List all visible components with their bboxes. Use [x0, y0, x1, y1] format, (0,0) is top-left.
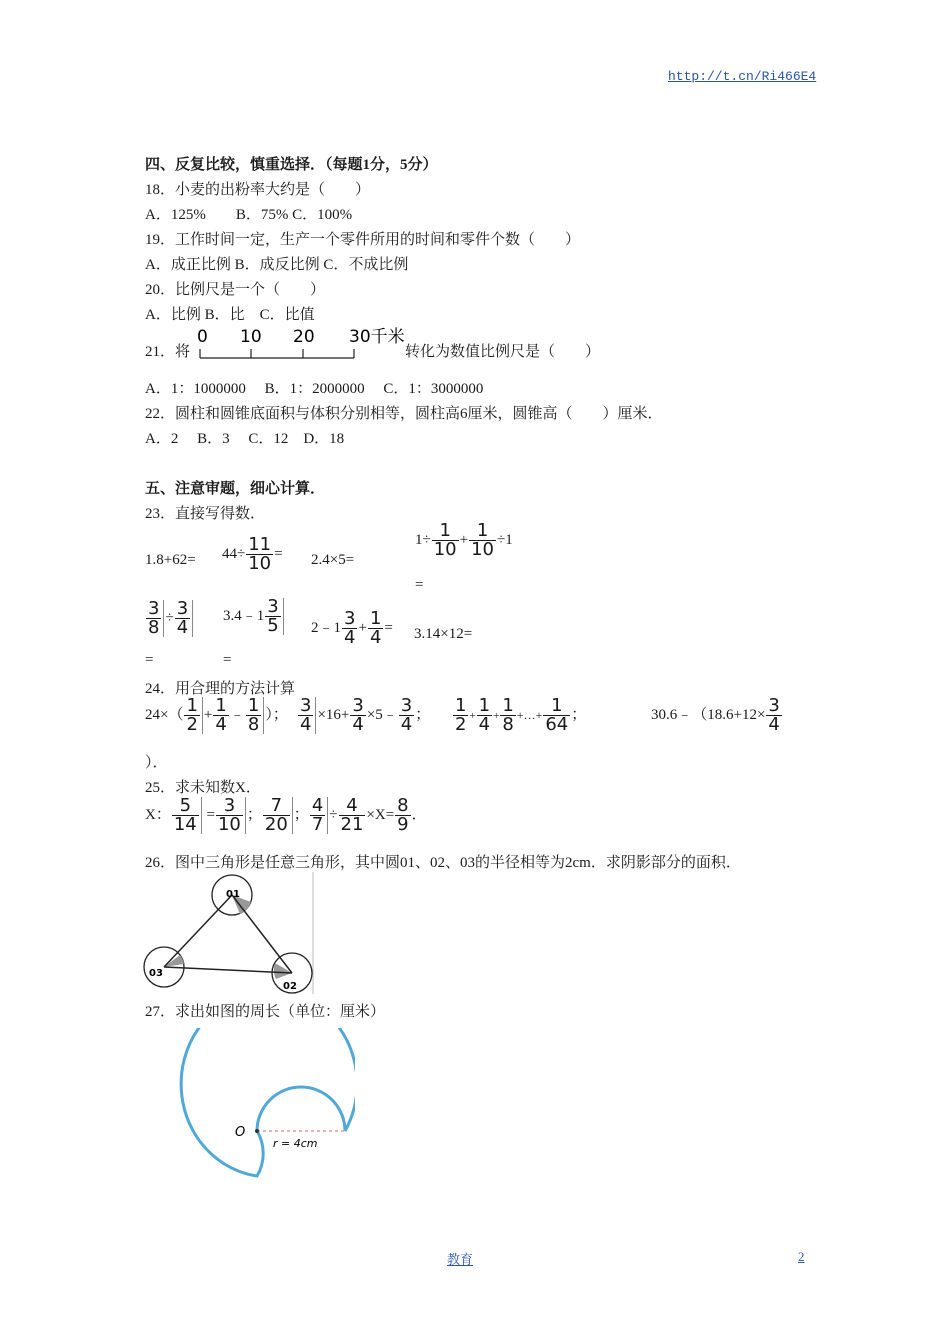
q24-expr-c: $\frac{1}{2}$ + $\frac{1}{4}$ + $\frac{1}{8}$ +…+ $\frac{1}{64}$ ； — [455, 695, 587, 735]
q23-expr-5-equals: = — [145, 652, 154, 668]
q24-tail: ）． — [145, 755, 168, 771]
q19-stem: 19．工作时间一定，生产一个零件所用的时间和零件个数（ ） — [145, 232, 581, 248]
center-label: O — [235, 1125, 246, 1140]
q20-stem: 20．比例尺是一个（ ） — [145, 282, 326, 298]
q23-expr-6-equals: = — [223, 652, 232, 668]
header-url-link[interactable]: http://t.cn/Ri466E4 — [668, 69, 817, 84]
spiral-outline — [181, 1028, 355, 1176]
triangle-side — [164, 895, 232, 967]
q24-expr-b: $\frac{3}{4}$ ×16+ $\frac{3}{4}$ ×5﹣ $\frac{3}{4}$ ； — [300, 695, 431, 735]
section4-title: 四、反复比较，慎重选择．（每题1分，5分） — [145, 157, 438, 173]
triangle-side — [232, 895, 292, 973]
q23-expr-7: 2﹣1 $\frac{3}{4}$ + $\frac{1}{4}$ = — [311, 608, 393, 648]
spiral-perimeter-figure — [145, 1028, 355, 1183]
shaded-sector-o2 — [274, 963, 292, 979]
scale-tick-20: 20 — [293, 327, 315, 347]
radius-label: r = 4cm — [273, 1137, 318, 1150]
q23-expr-8: 3.14×12= — [414, 626, 473, 642]
q25-stem: 25．求未知数X． — [145, 780, 261, 796]
q19-options: A．成正比例 B．成反比例 C．不成比例 — [145, 257, 409, 273]
center-point — [255, 1129, 259, 1133]
q21-prefix: 21．将 — [145, 344, 191, 360]
q27-stem: 27．求出如图的周长（单位：厘米） — [145, 1004, 386, 1020]
q20-options: A．比例 B．比 C．比值 — [145, 307, 315, 323]
q23-stem: 23．直接写得数． — [145, 506, 266, 522]
label-o3: 03 — [149, 968, 163, 979]
q23-expr-1: 1.8+62= — [145, 552, 196, 568]
footer-link[interactable]: 教育 — [447, 1252, 474, 1267]
q24-expr-a: 24×（ $\frac{1}{2}$ + $\frac{1}{4}$ ﹣ $\frac{1}{8}$ ）； — [145, 695, 288, 735]
q22-options: A．2 B．3 C．12 D．18 — [145, 431, 345, 447]
q25-expr: X： $\frac{5}{14}$ = $\frac{3}{10}$ ； $\frac{7}{20}$ ； $\frac{4}{7}$ ÷ $\frac{4}{21}$ ×X= $\frac{8}{9}$ ． — [145, 795, 427, 835]
q24-expr-d: 30.6﹣（18.6+12× $\frac{3}{4}$ — [651, 695, 780, 735]
q21-options: A．1：1000000 B．1：2000000 C．1：3000000 — [145, 381, 484, 397]
page-number: 2 — [798, 1249, 805, 1264]
q21-suffix: 转化为数值比例尺是（ ） — [405, 344, 601, 360]
q26-stem: 26．图中三角形是任意三角形，其中圆01、02、03的半径相等为2cm．求阴影部分的面积． — [145, 855, 741, 871]
q23-expr-5: $\frac{3}{8}$ ÷ $\frac{3}{4}$ — [145, 600, 194, 637]
q23-expr-3: 2.4×5= — [311, 552, 355, 568]
scale-tick-10: 10 — [240, 327, 262, 347]
scale-tick-30: 30千米 — [349, 327, 405, 347]
q18-stem: 18．小麦的出粉率大约是（ ） — [145, 182, 371, 198]
q18-options: A．125% B．75% C．100% — [145, 207, 353, 223]
scale-tick-0: 0 — [197, 327, 208, 347]
q24-stem: 24．用合理的方法计算 — [145, 681, 296, 697]
q22-stem: 22．圆柱和圆锥底面积与体积分别相等，圆柱高6厘米，圆锥高（ ）厘米． — [145, 406, 663, 422]
triangle-circles-figure — [143, 872, 315, 994]
label-o1: 01 — [226, 889, 240, 900]
section5-title: 五、注意审题，细心计算． — [145, 481, 326, 497]
q23-expr-4: 1÷ $\frac{1}{10}$ + $\frac{1}{10}$ ÷1 — [415, 520, 513, 560]
q23-expr-2: 44÷ $\frac{11}{10}$ = — [222, 534, 283, 574]
label-o2: 02 — [283, 981, 297, 992]
scale-bar-figure — [192, 325, 407, 365]
q23-expr-4-equals: = — [415, 577, 424, 593]
q23-expr-6: 3.4﹣1 $\frac{3}{5}$ — [223, 598, 285, 635]
